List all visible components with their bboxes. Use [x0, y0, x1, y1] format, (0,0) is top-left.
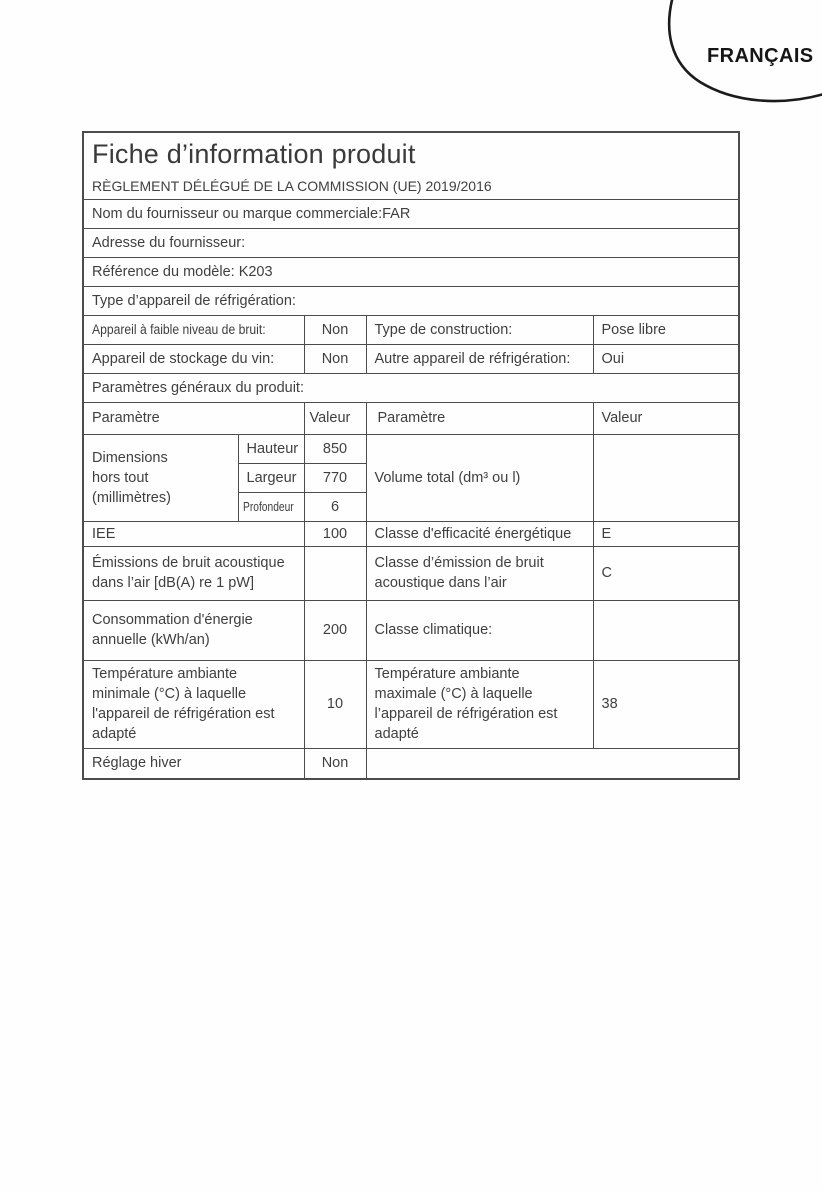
noise-class-label: Classe d’émission de bruit acoustique dans l’air	[366, 546, 593, 600]
energy-class-value: E	[593, 521, 739, 546]
winter-setting-label: Réglage hiver	[83, 748, 304, 779]
annual-energy-value: 200	[304, 600, 366, 660]
appliance-type-row: Type d’appareil de réfrigération:	[83, 286, 739, 315]
other-appliance-label: Autre appareil de réfrigération:	[366, 344, 593, 373]
title-cell	[83, 132, 739, 199]
construction-type-value: Pose libre	[593, 315, 739, 344]
dimensions-label-line: Dimensions	[92, 449, 168, 466]
max-ambient-temp-label: Température ambiante maximale (°C) à laquelle l’appareil de réfrigération est adapté	[366, 660, 593, 748]
supplier-name-row: Nom du fournisseur ou marque commerciale:FAR	[83, 199, 739, 228]
dimension-depth-value: 6	[304, 492, 366, 521]
total-volume-label: Volume total (dm³ ou l)	[366, 434, 593, 521]
eei-label: IEE	[83, 521, 304, 546]
construction-type-label: Type de construction:	[366, 315, 593, 344]
dimensions-label-line: (millimètres)	[92, 489, 171, 506]
airborne-noise-label: Émissions de bruit acoustique dans l’air [dB(A) re 1 pW]	[83, 546, 304, 600]
dimension-height-label: Hauteur	[238, 434, 304, 463]
dimension-height-value: 850	[304, 434, 366, 463]
document-title: Fiche d’information produit	[92, 139, 416, 169]
general-params-heading: Paramètres généraux du produit:	[83, 373, 739, 402]
airborne-noise-value	[304, 546, 366, 600]
low-noise-value: Non	[304, 315, 366, 344]
dimension-depth-label-text: Profondeur	[242, 499, 294, 514]
dimension-width-label: Largeur	[238, 463, 304, 492]
dimension-depth-label	[238, 492, 304, 521]
min-ambient-temp-label: Température ambiante minimale (°C) à laquelle l'appareil de réfrigération est adapté	[83, 660, 304, 748]
low-noise-label-text: Appareil à faible niveau de bruit:	[92, 321, 266, 337]
dimension-width-value: 770	[304, 463, 366, 492]
dimensions-label	[83, 434, 238, 521]
total-volume-value	[593, 434, 739, 521]
wine-storage-label: Appareil de stockage du vin:	[83, 344, 304, 373]
min-ambient-temp-value: 10	[304, 660, 366, 748]
low-noise-label	[83, 315, 304, 344]
annual-energy-label: Consommation d'énergie annuelle (kWh/an)	[83, 600, 304, 660]
supplier-address-row: Adresse du fournisseur:	[83, 228, 739, 257]
climate-class-label: Classe climatique:	[366, 600, 593, 660]
winter-setting-empty-cell	[366, 748, 739, 779]
climate-class-value	[593, 600, 739, 660]
param-header-1: Paramètre	[83, 402, 304, 434]
product-info-table	[82, 131, 740, 780]
noise-class-value: C	[593, 546, 739, 600]
wine-storage-value: Non	[304, 344, 366, 373]
dimensions-label-line: hors tout	[92, 469, 149, 486]
winter-setting-value: Non	[304, 748, 366, 779]
model-reference-row: Référence du modèle: K203	[83, 257, 739, 286]
max-ambient-temp-value: 38	[593, 660, 739, 748]
eei-value: 100	[304, 521, 366, 546]
value-header-1: Valeur	[304, 402, 366, 434]
value-header-2: Valeur	[593, 402, 739, 434]
regulation-subtitle: RÈGLEMENT DÉLÉGUÉ DE LA COMMISSION (UE) 2019/2016	[92, 178, 492, 195]
language-label: FRANÇAIS	[707, 45, 814, 67]
energy-class-label: Classe d'efficacité énergétique	[366, 521, 593, 546]
other-appliance-value: Oui	[593, 344, 739, 373]
param-header-2: Paramètre	[366, 402, 593, 434]
